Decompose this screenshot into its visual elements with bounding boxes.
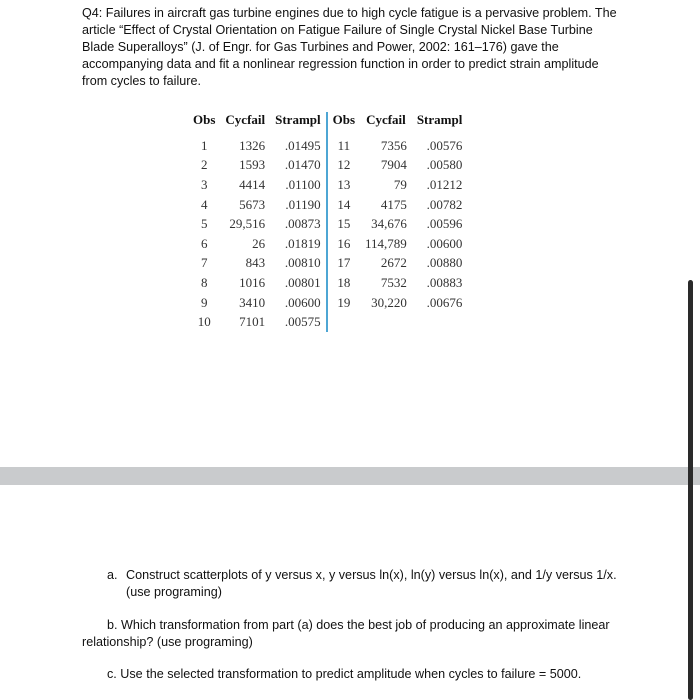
cell-strampl: .00575 (270, 312, 327, 332)
question-a-label: a. (107, 568, 118, 582)
cell-strampl: .01495 (270, 136, 327, 156)
cell-obs-2: 14 (337, 196, 351, 212)
cell-cycfail-2: 4175 (380, 196, 407, 212)
cell-obs-2: 11 (337, 137, 351, 153)
cell-strampl-2: .00782 (426, 196, 463, 212)
cell-obs: 5 (200, 216, 208, 232)
cell-obs-2: 18 (337, 274, 351, 290)
table-header-row (188, 112, 467, 136)
fatigue-data-table-container (188, 112, 467, 332)
cell-cycfail-2: 30,220 (371, 294, 407, 310)
cell-obs: 3 (200, 176, 208, 192)
cell-cycfail: 5673 (239, 196, 266, 212)
cell-cycfail: 26 (252, 235, 266, 251)
table-row (188, 312, 467, 332)
question-b-text-line1: b. Which transformation from part (a) does the best job of producing an approximate linear (107, 618, 610, 632)
cell-cycfail: 843 (245, 255, 266, 271)
table-row (188, 273, 467, 293)
table-row (188, 293, 467, 313)
fatigue-data-table (188, 112, 467, 332)
header-cycfail: Cycfail (225, 112, 266, 127)
cell-strampl: .00873 (270, 214, 327, 234)
cell-strampl: .00600 (270, 293, 327, 313)
page-divider-band (0, 467, 700, 485)
cell-cycfail-2: 7532 (380, 274, 407, 290)
cell-cycfail: 1326 (239, 137, 266, 153)
cell-cycfail: 3410 (239, 294, 266, 310)
cell-cycfail: 1593 (239, 157, 266, 173)
cell-obs-2: 12 (337, 157, 351, 173)
question-a-text-line2: (use programing) (126, 585, 222, 599)
cell-obs: 9 (200, 294, 208, 310)
cell-cycfail-2: 2672 (380, 255, 407, 271)
cell-strampl: .01819 (270, 234, 327, 254)
question-a (107, 567, 627, 601)
cell-cycfail: 1016 (239, 274, 266, 290)
question-c: c. Use the selected transformation to predict amplitude when cycles to failure = 5000. (107, 667, 582, 681)
cell-strampl: .01190 (270, 195, 327, 215)
question-b (82, 617, 627, 651)
cell-strampl: .01470 (270, 156, 327, 176)
question-b-text-line2: relationship? (use programing) (82, 635, 253, 649)
cell-obs: 8 (200, 274, 208, 290)
cell-strampl: .01100 (270, 175, 327, 195)
cell-cycfail-2: 7356 (380, 137, 407, 153)
table-row (188, 136, 467, 156)
cell-strampl-2 (412, 312, 468, 332)
header-obs: Obs (193, 112, 216, 127)
table-row (188, 156, 467, 176)
cell-obs-2: 13 (337, 176, 351, 192)
cell-cycfail: 7101 (239, 314, 266, 330)
cell-obs-2: 15 (337, 216, 351, 232)
header-strampl: Strampl (270, 112, 327, 136)
cell-strampl: .00801 (270, 273, 327, 293)
cell-obs-2: 19 (337, 294, 351, 310)
question-a-text-line1: Construct scatterplots of y versus x, y versus ln(x), ln(y) versus ln(x), and 1/y versus 1/x. (126, 568, 617, 582)
table-row (188, 195, 467, 215)
cell-obs-2: 16 (337, 235, 351, 251)
cell-strampl-2: .00600 (426, 235, 463, 251)
header-strampl-2: Strampl (416, 112, 463, 127)
vertical-scrollbar[interactable] (688, 280, 693, 700)
cell-obs: 10 (197, 314, 211, 330)
cell-strampl-2: .00580 (426, 157, 463, 173)
table-row (188, 234, 467, 254)
cell-obs: 1 (200, 137, 208, 153)
cell-strampl-2: .00676 (426, 294, 463, 310)
cell-obs: 4 (200, 196, 208, 212)
table-row (188, 254, 467, 274)
cell-cycfail: 29,516 (229, 216, 266, 232)
cell-cycfail: 4414 (239, 176, 266, 192)
cell-strampl-2: .00596 (426, 216, 463, 232)
cell-obs: 6 (200, 235, 208, 251)
table-row (188, 175, 467, 195)
cell-cycfail-2 (360, 312, 412, 332)
header-cycfail-2: Cycfail (366, 112, 406, 127)
cell-strampl-2: .00576 (426, 137, 463, 153)
cell-obs: 7 (200, 255, 208, 271)
table-body (188, 136, 467, 332)
cell-obs: 2 (200, 157, 208, 173)
table-row (188, 214, 467, 234)
cell-strampl-2: .01212 (426, 176, 463, 192)
cell-strampl-2: .00883 (426, 274, 463, 290)
header-obs-2: Obs (332, 112, 356, 127)
cell-cycfail-2: 34,676 (371, 216, 407, 232)
cell-cycfail-2: 7904 (380, 157, 407, 173)
cell-cycfail-2: 79 (393, 176, 407, 192)
cell-strampl: .00810 (270, 254, 327, 274)
cell-strampl-2: .00880 (426, 255, 463, 271)
cell-obs-2 (327, 312, 360, 332)
cell-cycfail-2: 114,789 (365, 235, 407, 251)
cell-obs-2: 17 (337, 255, 351, 271)
problem-intro: Q4: Failures in aircraft gas turbine engines due to high cycle fatigue is a pervasive problem. The article “Effect of Crystal Orientation on Fatigue Failure of Single Crystal Nickel Base Turbine Blade Superalloys” (J. of Engr. for Gas Turbines and Power, 2002: 161–176) gave the accompanying data and fit a nonlinear regression function in order to predict strain amplitude from cycles to failure. (82, 6, 617, 88)
